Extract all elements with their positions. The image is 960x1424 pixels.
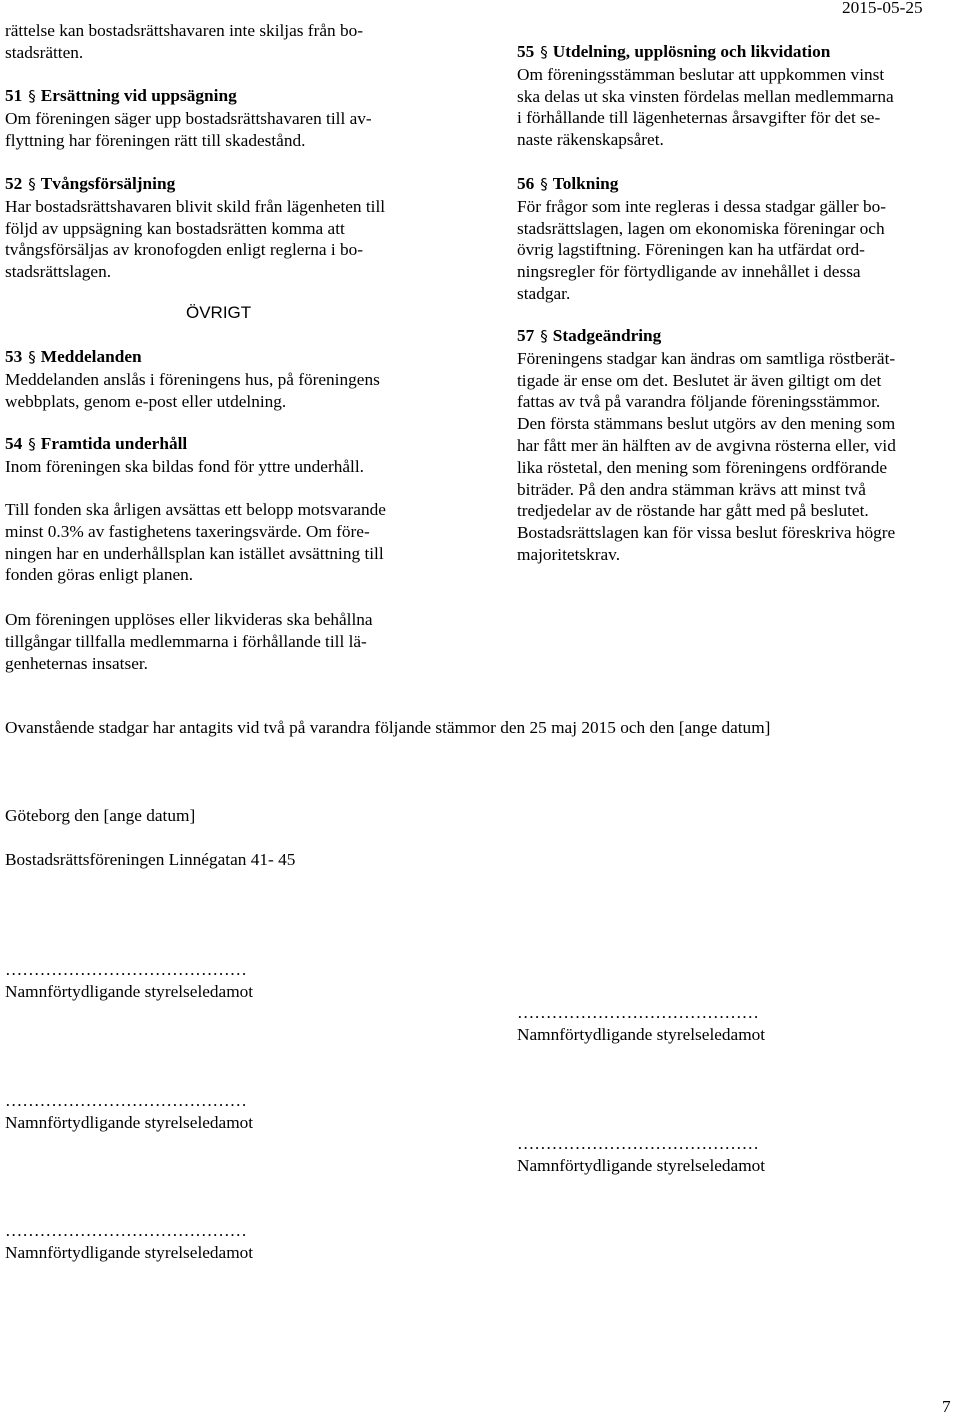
signature-block (5, 959, 253, 1003)
section-heading: 52 § Tvångsförsäljning (5, 174, 176, 193)
section-51 (5, 85, 372, 151)
text-line: stadgar. (517, 283, 571, 303)
paragraph-sign-icon: § (540, 327, 548, 345)
signature-label: Namnförtydligande styrelseledamot (517, 1024, 766, 1044)
text-line: Meddelanden anslås i föreningens hus, på föreningens (5, 369, 380, 389)
section-title-ovrigt: ÖVRIGT (186, 303, 252, 322)
text-line: stadsrättslagen, lagen om ekonomiska föreningar och (517, 218, 885, 238)
page-number: 7 (942, 1397, 951, 1416)
paragraph-sign-icon: § (28, 348, 36, 366)
text-line: lika röstetal, den mening som föreningens ordförande (517, 457, 888, 477)
signature-label: Namnförtydligande styrelseledamot (5, 1242, 254, 1262)
text-line: tvångsförsäljas av kronofogden enligt reglerna i bo- (5, 240, 363, 260)
text-line: Inom föreningen ska bildas fond för yttre underhåll. (5, 456, 364, 476)
text-line: genheternas insatser. (5, 653, 149, 673)
text-line: Till fonden ska årligen avsättas ett belopp motsvarande (5, 500, 386, 519)
signature-block (5, 1220, 253, 1264)
signature-block (517, 1002, 765, 1046)
text-line: webbplats, genom e-post eller utdelning. (5, 391, 287, 411)
header-date: 2015-05-25 (842, 0, 923, 17)
signature-label: Namnförtydligande styrelseledamot (5, 981, 254, 1001)
paragraph-sign-icon: § (540, 43, 548, 61)
text-line: majoritetskrav. (517, 544, 621, 564)
text-line: rättelse kan bostadsrättshavaren inte skiljas från bo- (5, 21, 363, 40)
text-line: Bostadsrättslagen kan för vissa beslut föreskriva högre (517, 523, 896, 543)
text-line: övrig lagstiftning. Föreningen kan ha utfärdat ord- (517, 240, 865, 260)
paragraph-sign-icon: § (28, 175, 36, 193)
text-line: biträder. På den andra stämman krävs att minst två (517, 479, 866, 499)
signature-line: …………………………………… (5, 1091, 247, 1110)
section-54 (5, 433, 364, 478)
text-line: har fått mer än hälften av de avgivna rösterna eller, vid (517, 435, 896, 455)
text-line: Har bostadsrättshavaren blivit skild från lägenheten till (5, 196, 386, 216)
text-line: ningsregler för förtydligande av innehållet i dessa (517, 262, 861, 282)
text-line: flyttning har föreningen rätt till skadestånd. (5, 130, 306, 150)
section-56 (517, 173, 886, 305)
text-line: naste räkenskapsåret. (517, 130, 664, 150)
section-heading: 57 § Stadgeändring (517, 326, 662, 345)
section-heading: 56 § Tolkning (517, 174, 619, 193)
text-line: Föreningens stadgar kan ändras om samtliga röstberät- (517, 348, 896, 368)
text-line: minst 0.3% av fastighetens taxeringsvärde. Om före- (5, 521, 370, 541)
signature-line: …………………………………… (517, 1003, 759, 1022)
signature-label: Namnförtydligande styrelseledamot (5, 1112, 254, 1132)
section-heading: 55 § Utdelning, upplösning och likvidation (517, 42, 831, 61)
text-line: stadsrättslagen. (5, 262, 112, 282)
signature-block (5, 1090, 253, 1134)
association-name: Bostadsrättsföreningen Linnégatan 41- 45 (5, 850, 296, 869)
signature-line: …………………………………… (5, 960, 247, 979)
place-date: Göteborg den [ange datum] (5, 806, 196, 825)
section-52 (5, 173, 385, 283)
text-line: Den första stämmans beslut utgörs av den mening som (517, 414, 896, 434)
paragraph-sign-icon: § (540, 175, 548, 193)
text-line: tredjedelar av de röstande har gått med på beslutet. (517, 501, 869, 521)
dissolution-text (5, 609, 373, 674)
text-line: stadsrätten. (5, 42, 84, 62)
paragraph-sign-icon: § (28, 435, 36, 453)
text-line: ningen har en underhållsplan kan istället avsättning till (5, 543, 384, 563)
signature-block (517, 1133, 765, 1177)
text-line: Om föreningen upplöses eller likvideras ska behållna (5, 610, 373, 629)
section-53 (5, 346, 380, 412)
section-57 (517, 325, 896, 566)
text-line: För frågor som inte regleras i dessa stadgar gäller bo- (517, 196, 887, 216)
signature-line: …………………………………… (5, 1221, 247, 1240)
text-line: i förhållande till lägenheternas årsavgifter för det se- (517, 108, 881, 128)
signature-label: Namnförtydligande styrelseledamot (517, 1155, 766, 1175)
adoption-statement: Ovanstående stadgar har antagits vid två på varandra följande stämmor den 25 maj 2015 och den [ange datum] (5, 718, 771, 737)
signature-line: …………………………………… (517, 1134, 759, 1153)
section-heading: 54 § Framtida underhåll (5, 434, 188, 453)
text-line: fattas av två på varandra följande föreningsstämmor. (517, 392, 881, 412)
text-line: fonden göras enligt planen. (5, 565, 194, 585)
section-54-fund (5, 499, 386, 586)
paragraph-sign-icon: § (28, 87, 36, 105)
intro-text (5, 20, 363, 64)
text-line: tillgångar tillfalla medlemmarna i förhållande till lä- (5, 631, 367, 651)
text-line: tigade är ense om det. Beslutet är även giltigt om det (517, 370, 882, 390)
section-heading: 53 § Meddelanden (5, 347, 142, 366)
text-line: följd av uppsägning kan bostadsrätten komma att (5, 218, 345, 238)
text-line: Om föreningsstämman beslutar att uppkommen vinst (517, 64, 885, 84)
section-heading: 51 § Ersättning vid uppsägning (5, 86, 237, 105)
text-line: Om föreningen säger upp bostadsrättshavaren till av- (5, 108, 372, 128)
text-line: ska delas ut ska vinsten fördelas mellan medlemmarna (517, 86, 894, 106)
section-55 (517, 41, 894, 151)
